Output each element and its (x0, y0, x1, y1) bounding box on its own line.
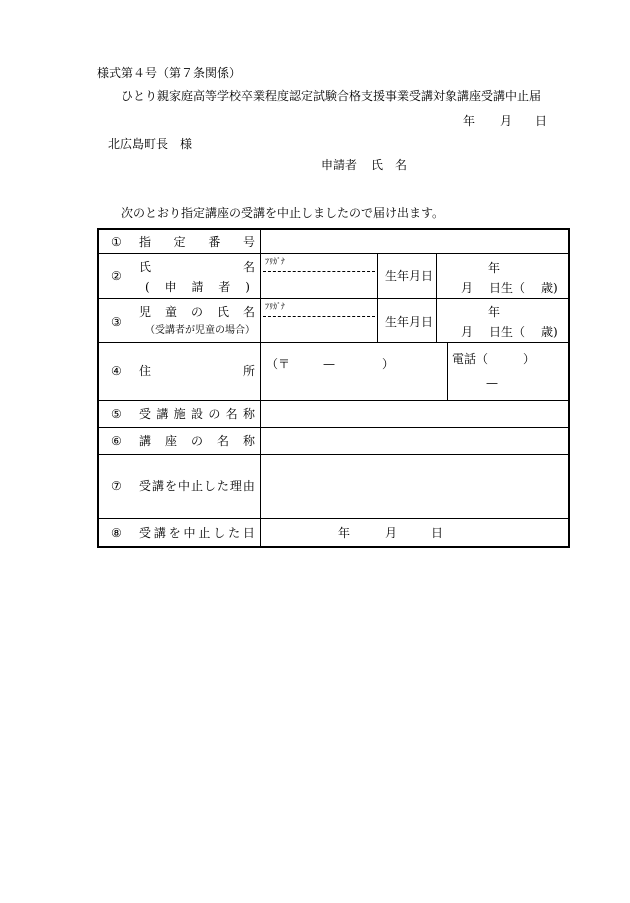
dob-column-divider (377, 254, 378, 342)
applicant-sub-label: ( 申 請 者 ) (145, 280, 250, 294)
phone-label: 電話（ (452, 352, 489, 366)
row-number: ④ (111, 364, 122, 378)
cancel-date-year-label: 年 (338, 526, 351, 540)
applicant-name-row-label: 氏 名 (139, 260, 255, 274)
phone-dash: — (486, 376, 498, 390)
date-day-label: 日 (535, 114, 548, 128)
label-column-divider (260, 229, 261, 547)
applicant-name-label: 氏 名 (371, 158, 408, 172)
row-number: ⑦ (111, 479, 122, 493)
phone-close: ） (523, 352, 536, 366)
furigana-divider (263, 316, 375, 317)
dob-day-label: 日生（ (489, 325, 526, 339)
dob-label: 生年月日 (385, 269, 434, 283)
age-unit-label: 歳) (541, 325, 558, 339)
row-number: ⑤ (111, 407, 122, 421)
date-year-label: 年 (463, 114, 476, 128)
furigana-label: ﾌﾘｶﾞﾅ (265, 257, 285, 266)
furigana-divider (263, 271, 375, 272)
child-name-row-label: 児 童 の 氏 名 (139, 305, 255, 319)
cancel-date-month-label: 月 (385, 526, 398, 540)
designation-number-field[interactable] (262, 230, 568, 252)
row-divider (98, 253, 569, 254)
row-number: ① (111, 235, 122, 249)
child-sub-label: （受講者が児童の場合） (145, 325, 255, 336)
applicant-name-field[interactable] (262, 273, 376, 297)
dob-year-label: 年 (488, 261, 501, 275)
addressee: 北広島町長 様 (108, 137, 193, 151)
dob-year-label: 年 (488, 305, 501, 319)
cancel-date-label: 受 講 を 中 止 し た 日 (139, 526, 255, 540)
address-row-label: 住 所 (139, 364, 255, 378)
postal-dash: — (323, 357, 335, 371)
row-number: ② (111, 269, 122, 283)
designation-number-label: 指 定 番 号 (139, 235, 255, 249)
postal-close: ） (382, 357, 395, 371)
row-number: ⑥ (111, 434, 122, 448)
dob-value-divider (436, 254, 437, 342)
course-name-field[interactable] (262, 428, 568, 453)
dob-month-label: 月 (461, 325, 474, 339)
cancel-reason-field[interactable] (262, 455, 568, 517)
facility-name-label: 受 講 施 設 の 名 称 (139, 407, 255, 421)
furigana-label: ﾌﾘｶﾞﾅ (265, 302, 285, 311)
postal-open: （〒 (266, 357, 291, 371)
date-month-label: 月 (500, 114, 513, 128)
row-number: ③ (111, 315, 122, 329)
phone-field[interactable] (448, 343, 568, 399)
applicant-label: 申請者 (321, 158, 358, 172)
dob-month-label: 月 (461, 281, 474, 295)
dob-day-label: 日生（ (489, 281, 526, 295)
dob-label: 生年月日 (385, 315, 434, 329)
row-number: ⑧ (111, 526, 122, 540)
intro-text: 次のとおり指定講座の受講を中止しましたので届け出ます。 (121, 206, 445, 220)
facility-name-field[interactable] (262, 401, 568, 426)
age-unit-label: 歳) (541, 281, 558, 295)
course-name-label: 講 座 の 名 称 (139, 434, 255, 448)
row-divider (98, 298, 569, 299)
form-title: ひとり親家庭高等学校卒業程度認定試験合格支援事業受講対象講座受講中止届 (121, 89, 542, 103)
cancel-date-field[interactable] (262, 519, 568, 546)
address-field[interactable] (262, 343, 446, 399)
cancel-date-day-label: 日 (431, 526, 444, 540)
cancel-reason-label: 受 講 を 中 止 し た 理 由 (139, 479, 255, 493)
child-name-field[interactable] (262, 318, 376, 341)
form-number: 様式第４号（第７条関係） (97, 66, 242, 80)
